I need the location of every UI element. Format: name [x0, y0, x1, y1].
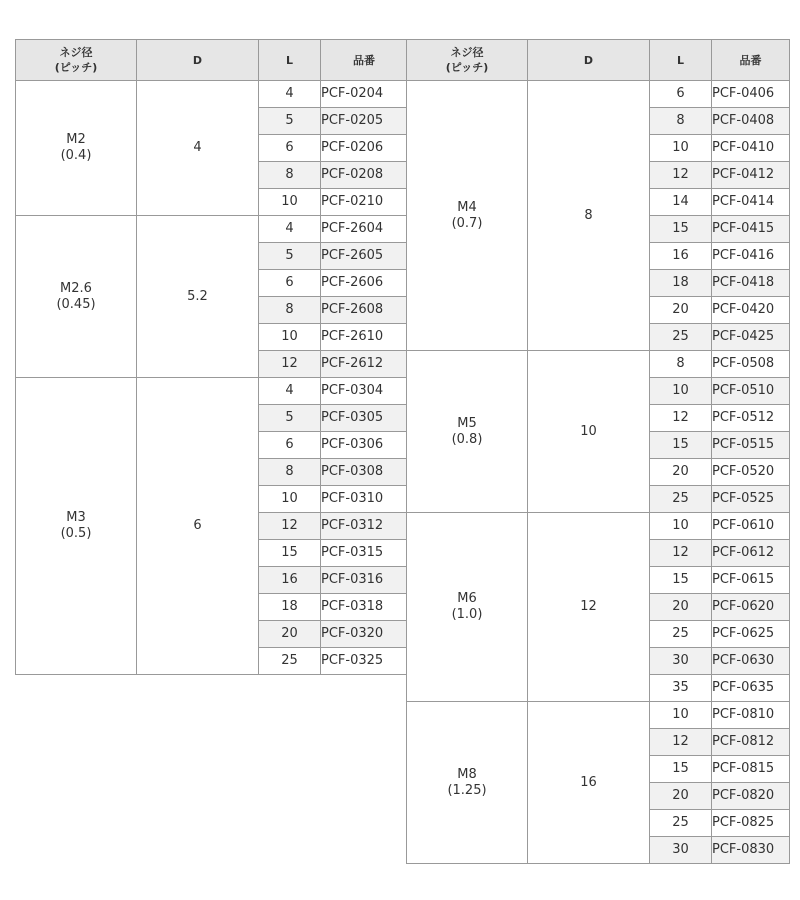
part-number-cell: PCF-0510 — [712, 378, 790, 405]
part-number-cell: PCF-0635 — [712, 675, 790, 702]
part-number-cell: PCF-0414 — [712, 189, 790, 216]
length-cell: 20 — [650, 459, 712, 486]
part-number-cell: PCF-0416 — [712, 243, 790, 270]
part-number-cell: PCF-0208 — [321, 162, 408, 189]
length-cell: 18 — [650, 270, 712, 297]
length-cell: 20 — [650, 297, 712, 324]
length-cell: 25 — [650, 486, 712, 513]
part-number-cell: PCF-0210 — [321, 189, 408, 216]
part-number-cell: PCF-0610 — [712, 513, 790, 540]
part-number-cell: PCF-0308 — [321, 459, 408, 486]
diameter-cell: 8 — [528, 81, 650, 351]
length-cell: 4 — [259, 81, 321, 108]
diameter-cell: 5.2 — [137, 216, 259, 378]
thread-size-cell — [407, 702, 528, 864]
part-number-cell: PCF-2610 — [321, 324, 408, 351]
length-cell: 10 — [259, 324, 321, 351]
part-number-cell: PCF-2605 — [321, 243, 408, 270]
thread-pitch: (0.4) — [60, 148, 92, 163]
length-cell: 14 — [650, 189, 712, 216]
part-number-cell: PCF-0508 — [712, 351, 790, 378]
length-cell: 15 — [650, 432, 712, 459]
part-number-cell: PCF-0810 — [712, 702, 790, 729]
part-number-cell: PCF-0204 — [321, 81, 408, 108]
length-cell: 15 — [650, 756, 712, 783]
table-row — [407, 513, 790, 540]
length-cell: 8 — [259, 459, 321, 486]
length-cell: 16 — [259, 567, 321, 594]
part-number-cell: PCF-0825 — [712, 810, 790, 837]
length-cell: 12 — [650, 540, 712, 567]
part-number-cell: PCF-0406 — [712, 81, 790, 108]
part-number-cell: PCF-0325 — [321, 648, 408, 675]
diameter-cell: 10 — [528, 351, 650, 513]
header-thread-line2: (ピッチ) — [54, 61, 98, 74]
length-cell: 25 — [650, 810, 712, 837]
part-number-cell: PCF-0305 — [321, 405, 408, 432]
header-l: L — [259, 40, 321, 81]
part-number-cell: PCF-0620 — [712, 594, 790, 621]
table-row — [407, 351, 790, 378]
thread-size: M3 — [66, 510, 86, 525]
length-cell: 12 — [650, 729, 712, 756]
part-number-cell: PCF-0310 — [321, 486, 408, 513]
part-number-cell: PCF-0320 — [321, 621, 408, 648]
diameter-cell: 12 — [528, 513, 650, 702]
header-thread-line1: ネジ径 — [59, 46, 93, 59]
length-cell: 30 — [650, 648, 712, 675]
length-cell: 15 — [650, 216, 712, 243]
table-row — [16, 378, 408, 405]
diameter-cell: 16 — [528, 702, 650, 864]
length-cell: 15 — [259, 540, 321, 567]
part-number-cell: PCF-0206 — [321, 135, 408, 162]
length-cell: 6 — [259, 432, 321, 459]
header-part: 品番 — [712, 40, 790, 81]
thread-size-cell — [16, 216, 137, 378]
part-number-cell: PCF-0412 — [712, 162, 790, 189]
part-number-cell: PCF-2608 — [321, 297, 408, 324]
header-d: D — [528, 40, 650, 81]
part-number-cell: PCF-0820 — [712, 783, 790, 810]
part-number-cell: PCF-0612 — [712, 540, 790, 567]
header-thread-line2: (ピッチ) — [445, 61, 489, 74]
diameter-cell: 6 — [137, 378, 259, 675]
part-number-cell: PCF-0515 — [712, 432, 790, 459]
part-number-cell: PCF-0315 — [321, 540, 408, 567]
part-number-cell: PCF-0512 — [712, 405, 790, 432]
length-cell: 4 — [259, 378, 321, 405]
part-number-cell: PCF-0408 — [712, 108, 790, 135]
header-thread — [407, 40, 528, 81]
part-number-cell: PCF-0615 — [712, 567, 790, 594]
thread-size-cell — [407, 513, 528, 702]
thread-size: M6 — [457, 591, 477, 606]
length-cell: 25 — [650, 324, 712, 351]
length-cell: 12 — [259, 513, 321, 540]
header-row — [407, 40, 790, 81]
thread-pitch: (0.8) — [451, 431, 483, 447]
length-cell: 10 — [650, 513, 712, 540]
length-cell: 10 — [650, 378, 712, 405]
table-row — [16, 216, 408, 243]
thread-size: M2.6 — [60, 280, 92, 296]
part-number-cell: PCF-0318 — [321, 594, 408, 621]
part-number-cell: PCF-0306 — [321, 432, 408, 459]
part-number-cell: PCF-0425 — [712, 324, 790, 351]
length-cell: 12 — [259, 351, 321, 378]
length-cell: 5 — [259, 108, 321, 135]
length-cell: 18 — [259, 594, 321, 621]
diameter-cell: 4 — [137, 81, 259, 216]
part-number-cell: PCF-0830 — [712, 837, 790, 864]
length-cell: 20 — [259, 621, 321, 648]
length-cell: 8 — [259, 297, 321, 324]
thread-pitch: (0.45) — [56, 296, 96, 312]
part-number-cell: PCF-0418 — [712, 270, 790, 297]
length-cell: 6 — [259, 135, 321, 162]
thread-pitch: (1.0) — [451, 607, 483, 622]
thread-size: M2 — [66, 132, 86, 147]
part-number-cell: PCF-0630 — [712, 648, 790, 675]
length-cell: 25 — [259, 648, 321, 675]
length-cell: 20 — [650, 783, 712, 810]
thread-pitch: (0.7) — [451, 215, 483, 231]
part-number-cell: PCF-0525 — [712, 486, 790, 513]
length-cell: 30 — [650, 837, 712, 864]
thread-size-cell — [407, 81, 528, 351]
thread-size: M4 — [457, 199, 477, 215]
length-cell: 5 — [259, 243, 321, 270]
header-thread-line1: ネジ径 — [450, 46, 484, 59]
part-number-cell: PCF-0415 — [712, 216, 790, 243]
part-number-cell: PCF-2606 — [321, 270, 408, 297]
part-number-cell: PCF-2612 — [321, 351, 408, 378]
length-cell: 12 — [650, 162, 712, 189]
part-number-cell: PCF-0812 — [712, 729, 790, 756]
length-cell: 25 — [650, 621, 712, 648]
length-cell: 8 — [650, 108, 712, 135]
part-number-cell: PCF-0410 — [712, 135, 790, 162]
part-number-cell: PCF-0625 — [712, 621, 790, 648]
length-cell: 4 — [259, 216, 321, 243]
thread-pitch: (0.5) — [60, 526, 92, 541]
part-number-cell: PCF-0420 — [712, 297, 790, 324]
length-cell: 10 — [259, 486, 321, 513]
part-number-cell: PCF-2604 — [321, 216, 408, 243]
part-number-cell: PCF-0312 — [321, 513, 408, 540]
thread-size: M8 — [457, 766, 477, 782]
spec-table-left — [15, 39, 408, 675]
part-number-cell: PCF-0520 — [712, 459, 790, 486]
thread-size: M5 — [457, 415, 477, 431]
part-number-cell: PCF-0815 — [712, 756, 790, 783]
thread-size-cell — [16, 378, 137, 675]
thread-size-cell — [16, 81, 137, 216]
length-cell: 8 — [259, 162, 321, 189]
length-cell: 20 — [650, 594, 712, 621]
length-cell: 10 — [650, 135, 712, 162]
length-cell: 35 — [650, 675, 712, 702]
length-cell: 10 — [259, 189, 321, 216]
header-thread — [16, 40, 137, 81]
header-l: L — [650, 40, 712, 81]
header-row — [16, 40, 408, 81]
length-cell: 10 — [650, 702, 712, 729]
part-number-cell: PCF-0304 — [321, 378, 408, 405]
length-cell: 12 — [650, 405, 712, 432]
table-row — [16, 81, 408, 108]
spec-table-right — [406, 39, 790, 864]
thread-pitch: (1.25) — [447, 782, 487, 798]
length-cell: 5 — [259, 405, 321, 432]
header-d: D — [137, 40, 259, 81]
header-part: 品番 — [321, 40, 408, 81]
length-cell: 6 — [259, 270, 321, 297]
length-cell: 6 — [650, 81, 712, 108]
part-number-cell: PCF-0205 — [321, 108, 408, 135]
length-cell: 16 — [650, 243, 712, 270]
length-cell: 15 — [650, 567, 712, 594]
length-cell: 8 — [650, 351, 712, 378]
thread-size-cell — [407, 351, 528, 513]
part-number-cell: PCF-0316 — [321, 567, 408, 594]
table-row — [407, 702, 790, 729]
table-row — [407, 81, 790, 108]
